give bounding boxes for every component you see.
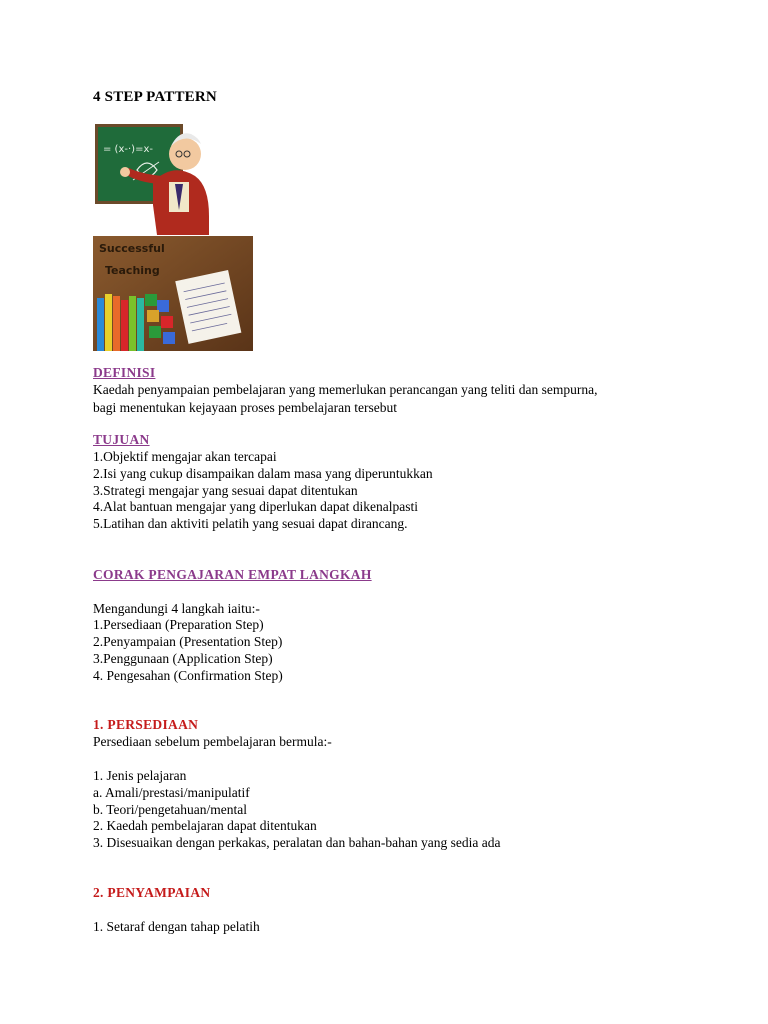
penyampaian-item: 1. Setaraf dengan tahap pelatih: [93, 919, 260, 934]
corak-intro: Mengandungi 4 langkah iaitu:-: [93, 601, 260, 616]
tujuan-item: 5.Latihan dan aktiviti pelatih yang sesuai dapat dirancang.: [93, 516, 408, 531]
persediaan-item: 3. Disesuaikan dengan perkakas, peralatan dan bahan-bahan yang sedia ada: [93, 835, 501, 850]
persediaan-item: b. Teori/pengetahuan/mental: [93, 802, 248, 817]
corak-item: 2.Penyampaian (Presentation Step): [93, 634, 283, 649]
penyampaian-heading: 2. PENYAMPAIAN: [93, 885, 211, 900]
document-title: 4 STEP PATTERN: [93, 89, 217, 105]
definisi-heading: DEFINISI: [93, 365, 156, 380]
corak-heading: CORAK PENGAJARAN EMPAT LANGKAH: [93, 567, 372, 582]
persediaan-item: 1. Jenis pelajaran: [93, 768, 187, 783]
tujuan-item: 3.Strategi mengajar yang sesuai dapat ditentukan: [93, 483, 358, 498]
successful-label: Successful: [99, 242, 165, 255]
tujuan-item: 1.Objektif mengajar akan tercapai: [93, 449, 277, 464]
corak-item: 3.Penggunaan (Application Step): [93, 651, 273, 666]
persediaan-heading: 1. PERSEDIAAN: [93, 717, 199, 732]
tujuan-heading: TUJUAN: [93, 432, 150, 447]
persediaan-intro: Persediaan sebelum pembelajaran bermula:-: [93, 734, 332, 749]
teaching-label: Teaching: [105, 264, 160, 277]
teacher-chalkboard-image: [93, 122, 211, 235]
persediaan-item: a. Amali/prestasi/manipulatif: [93, 785, 250, 800]
persediaan-item: 2. Kaedah pembelajaran dapat ditentukan: [93, 818, 317, 833]
corak-item: 1.Persediaan (Preparation Step): [93, 617, 264, 632]
corak-item: 4. Pengesahan (Confirmation Step): [93, 668, 283, 683]
definisi-line-2: bagi menentukan kejayaan proses pembelajaran tersebut: [93, 400, 398, 415]
teacher-illustration: [93, 122, 211, 235]
tujuan-item: 2.Isi yang cukup disampaikan dalam masa yang diperuntukkan: [93, 466, 433, 481]
tujuan-item: 4.Alat bantuan mengajar yang diperlukan dapat dikenalpasti: [93, 499, 419, 514]
svg-text:= (x-·)=x-: = (x-·)=x-: [103, 144, 153, 155]
successful-teaching-image: [93, 236, 253, 351]
definisi-line-1: Kaedah penyampaian pembelajaran yang memerlukan perancangan yang teliti dan sempurna,: [93, 382, 598, 397]
